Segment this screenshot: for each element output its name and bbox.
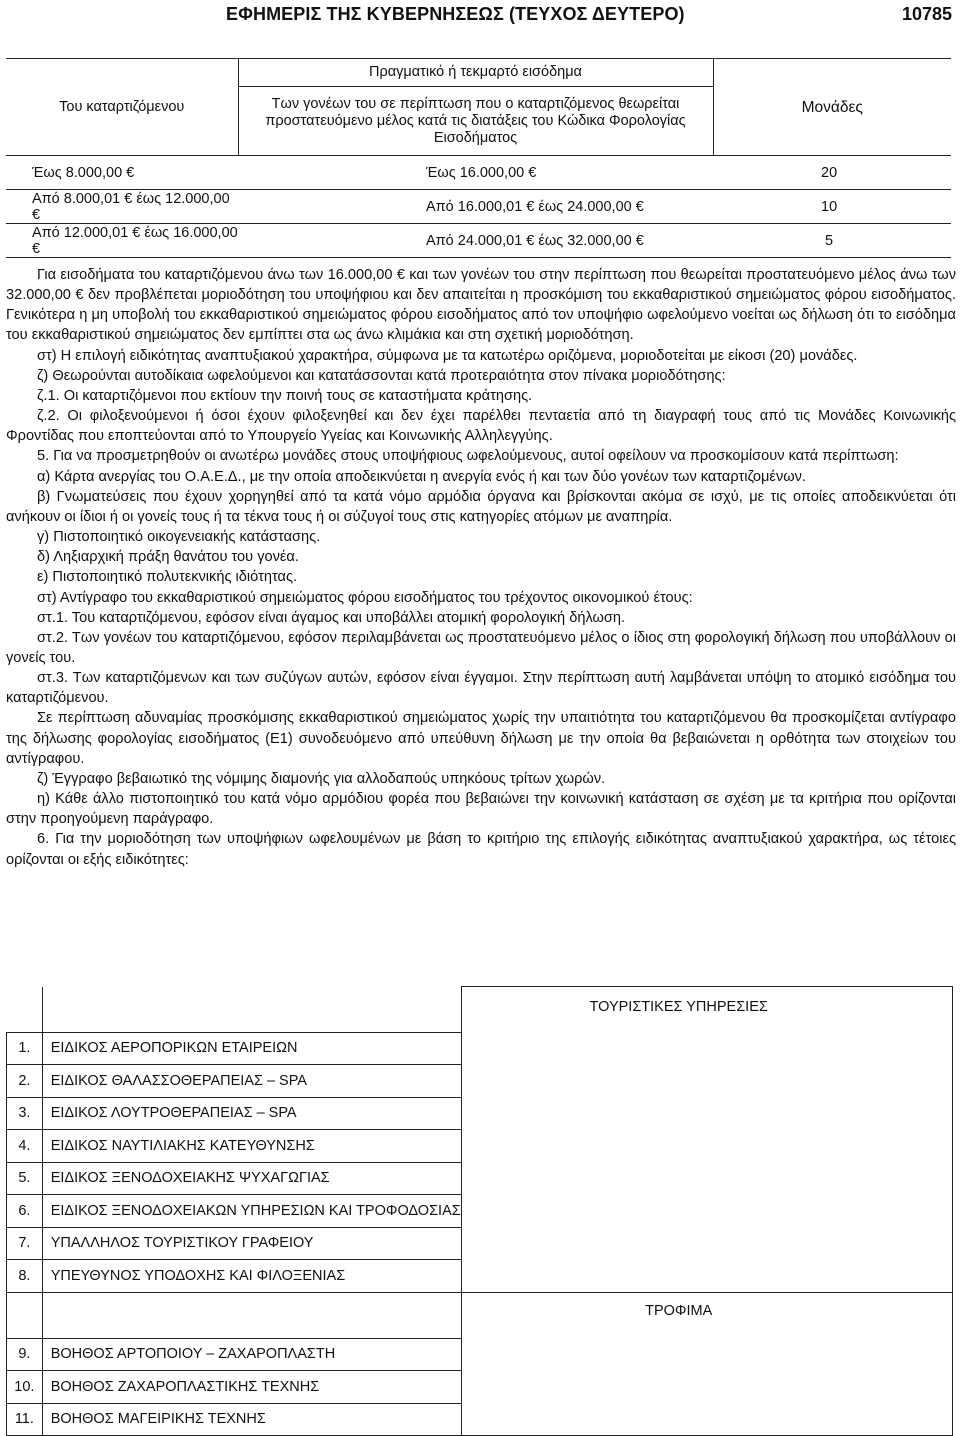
item-name: ΒΟΗΘΟΣ ΜΑΓΕΙΡΙΚΗΣ ΤΕΧΝΗΣ [42,1403,461,1436]
item-number: 4. [7,1130,43,1163]
item-name: ΕΙΔΙΚΟΣ ΛΟΥΤΡΟΘΕΡΑΠΕΙΑΣ – SPA [42,1097,461,1130]
paragraph: ζ.1. Οι καταρτιζόμενοι που εκτίουν την ποινή τους σε καταστήματα κράτησης. [37,387,533,404]
item-number: 7. [7,1227,43,1260]
item-number: 3. [7,1097,43,1130]
item-number: 9. [7,1338,43,1371]
col-header-group: Πραγματικό ή τεκμαρτό εισόδημα [238,59,713,87]
paragraph: η) Κάθε άλλο πιστοποιητικό του κατά νόμο αρμόδιου φορέα που βεβαιώνει την κοινωνική κατάσταση σε σχέση με τα κριτήρια που ορίζονται στην προηγούμενη παράγραφο. [6,791,956,828]
trainee-cell: Από 8.000,01 € έως 12.000,00 € [6,190,238,224]
paragraph: στ) Η επιλογή ειδικότητας αναπτυξιακού χαρακτήρα, σύμφωνα με τα κατωτέρω οριζόμενα, μοριοδοτείται με είκοσι (20) μονάδες. [37,347,858,364]
col-header-units: Μονάδες [713,59,951,156]
section-title-tourism: ΤΟΥΡΙΣΤΙΚΕΣ ΥΠΗΡΕΣΙΕΣ [461,987,952,1293]
item-name: ΒΟΗΘΟΣ ΑΡΤΟΠΟΙΟΥ – ΖΑΧΑΡΟΠΛΑΣΤΗ [42,1338,461,1371]
item-number: 11. [7,1403,43,1436]
trainee-cell: Έως 8.000,00 € [6,156,238,190]
paragraph: στ) Αντίγραφο του εκκαθαριστικού σημειώματος φόρου εισοδήματος του τρέχοντος οικονομικού έτους: [37,589,693,606]
item-name: ΕΙΔΙΚΟΣ ΞΕΝΟΔΟΧΕΙΑΚΗΣ ΨΥΧΑΓΩΓΙΑΣ [42,1162,461,1195]
specialties-table [6,986,953,1436]
section-title-food: ΤΡΟΦΙΜΑ [461,1292,952,1436]
paragraph: γ) Πιστοποιητικό οικογενειακής κατάστασης. [37,529,321,546]
col-header-parents: Των γονέων του σε περίπτωση που ο καταρτιζόμενος θεωρείται προστατευόμενο μέλος κατά τις διατάξεις του Κώδικα Φορολογίας Εισοδήματος [238,87,713,156]
paragraph: Σε περίπτωση αδυναμίας προσκόμισης εκκαθαριστικού σημειώματος χωρίς την υπαιτιότητα του καταρτιζόμενου θα προσκομίζεται αντίγραφο της δήλωσης φορολογίας εισοδήματος (Ε1) συνοδευόμενο από υπεύθυνη δήλωση με την οποία θα βεβαιώνεται η ορθότητα των στοιχείων του αντίγραφου. [6,710,956,767]
item-number: 2. [7,1065,43,1098]
body-text [6,265,956,870]
paragraph: στ.3. Των καταρτιζόμενων και των συζύγων αυτών, εφόσον είναι έγγαμοι. Στην περίπτωση αυτή λαμβάνεται υπόψη το ατομικό εισόδημα του καταρτιζόμενου. [6,670,956,707]
item-number: 8. [7,1260,43,1293]
item-name: ΕΙΔΙΚΟΣ ΞΕΝΟΔΟΧΕΙΑΚΩΝ ΥΠΗΡΕΣΙΩΝ ΚΑΙ ΤΡΟΦΟΔΟΣΙΑΣ [42,1195,461,1228]
units-cell: 10 [713,190,951,224]
parents-cell: Από 16.000,01 € έως 24.000,00 € [238,190,713,224]
parents-cell: Έως 16.000,00 € [238,156,713,190]
item-number: 10. [7,1371,43,1404]
paragraph: 5. Για να προσμετρηθούν οι ανωτέρω μονάδες στους υποψήφιους ωφελούμενους, αυτοί οφείλουν να προσκομίσουν κατά περίπτωση: [37,448,899,465]
item-name: ΕΙΔΙΚΟΣ ΘΑΛΑΣΣΟΘΕΡΑΠΕΙΑΣ – SPA [42,1065,461,1098]
col-header-trainee: Του καταρτιζόμενου [6,59,238,156]
paragraph: ζ.2. Οι φιλοξενούμενοι ή όσοι έχουν φιλοξενηθεί και δεν έχει παρέλθει πενταετία από τη διαγραφή τους από τις Μονάδες Κοινωνικής Φροντίδας που εποπτεύονται από το Υπουργείο Υγείας και Κοινωνικής Αλληλεγγύης. [6,408,956,445]
paragraph: στ.1. Του καταρτιζόμενου, εφόσον είναι άγαμος και υποβάλλει ατομική φορολογική δήλωση. [37,609,626,626]
table-row [6,224,951,258]
page-header [0,0,960,30]
item-name: ΥΠΕΥΘΥΝΟΣ ΥΠΟΔΟΧΗΣ ΚΑΙ ΦΙΛΟΞΕΝΙΑΣ [42,1260,461,1293]
item-number: 1. [7,1032,43,1065]
paragraph: Για εισοδήματα του καταρτιζόμενου άνω των 16.000,00 € και των γονέων του στην περίπτωση που θεωρείται προστατευόμενο μέλος άνω των 32.000,00 € δεν προβλέπεται μοριοδότηση του υποψήφιου και δεν απαιτείται η προσκόμιση του εκκαθαριστικού σημειώματος φόρου εισοδήματος. Γενικότερα η μη υποβολή του εκκαθαριστικού σημειώματος φόρου εισοδήματος από τον υποψήφιο ωφελούμενο νοείται ως δήλωση ότι το εισόδημα του εκκαθαριστικού σημειώματος δεν εμπίπτει στα ως άνω κλιμάκια και στη σχετική μοριοδότηση. [6,267,956,344]
item-number: 6. [7,1195,43,1228]
income-table-header-row [6,59,951,87]
paragraph: 6. Για την μοριοδότηση των υποψήφιων ωφελουμένων με βάση το κριτήριο της επιλογής ειδικότητας αναπτυξιακού χαρακτήρα, ως τέτοιες ορίζονται οι εξής ειδικότητες: [6,831,956,868]
units-cell: 20 [713,156,951,190]
paragraph: δ) Ληξιαρχική πράξη θανάτου του γονέα. [37,549,299,566]
item-name: ΒΟΗΘΟΣ ΖΑΧΑΡΟΠΛΑΣΤΙΚΗΣ ΤΕΧΝΗΣ [42,1371,461,1404]
table-row [6,190,951,224]
paragraph: ε) Πιστοποιητικό πολυτεκνικής ιδιότητας. [37,569,298,586]
income-table [6,58,951,258]
table-row [6,156,951,190]
parents-cell: Από 24.000,01 € έως 32.000,00 € [238,224,713,258]
paragraph: α) Κάρτα ανεργίας του Ο.Α.Ε.Δ., με την οποία αποδεικνύεται η ανεργία ενός ή και των δύο γονέων των καταρτιζομένων. [37,468,806,485]
page-number: 10785 [901,4,952,24]
item-number: 5. [7,1162,43,1195]
paragraph: β) Γνωματεύσεις που έχουν χορηγηθεί από τα κατά νόμο αρμόδια όργανα και βρίσκονται ακόμα σε ισχύ, με τις οποίες αποδεικνύεται ότι ανήκουν οι ίδιοι ή οι γονείς τους ή τα τέκνα τους ή οι σύζυγοί τους στις κατηγορίες ατόμων με αναπηρία. [6,488,956,525]
paragraph: ζ) Έγγραφο βεβαιωτικό της νόμιμης διαμονής για αλλοδαπούς υπηκόους τρίτων χωρών. [37,770,606,787]
section-row-food [7,1292,953,1338]
trainee-cell: Από 12.000,01 € έως 16.000,00 € [6,224,238,258]
paragraph: στ.2. Των γονέων του καταρτιζόμενου, εφόσον περιλαμβάνεται ως προστατευόμενο μέλος ο ίδιος στη φορολογική δήλωση που υποβάλλουν οι γονείς του. [6,629,956,666]
paragraph: ζ) Θεωρούνται αυτοδίκαια ωφελούμενοι και κατατάσσονται κατά προτεραιότητα στον πίνακα μοριοδότησης: [37,367,726,384]
item-name: ΥΠΑΛΛΗΛΟΣ ΤΟΥΡΙΣΤΙΚΟΥ ΓΡΑΦΕΙΟΥ [42,1227,461,1260]
section-row-tourism [7,987,953,1033]
item-name: ΕΙΔΙΚΟΣ ΑΕΡΟΠΟΡΙΚΩΝ ΕΤΑΙΡΕΙΩΝ [42,1032,461,1065]
units-cell: 5 [713,224,951,258]
gazette-title: ΕΦΗΜΕΡΙΣ ΤΗΣ ΚΥΒΕΡΝΗΣΕΩΣ (ΤΕΥΧΟΣ ΔΕΥΤΕΡΟ) [226,4,685,24]
item-name: ΕΙΔΙΚΟΣ ΝΑΥΤΙΛΙΑΚΗΣ ΚΑΤΕΥΘΥΝΣΗΣ [42,1130,461,1163]
